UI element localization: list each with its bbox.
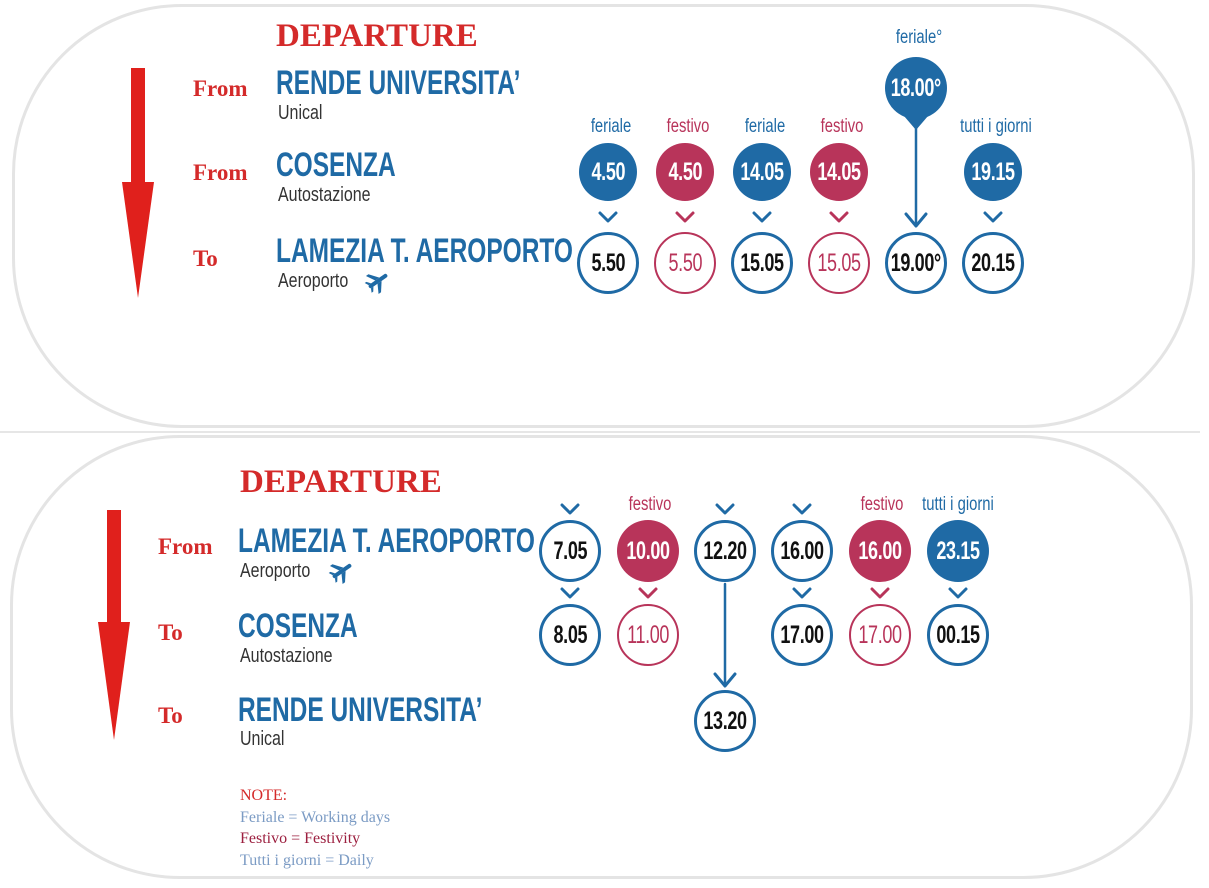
trip-tag-1-3: festivo	[820, 116, 864, 137]
stop-name-2-0: LAMEZIA T. AEROPORTO	[238, 522, 535, 560]
stop-label-1-1: From	[193, 160, 248, 185]
direction-arrow-2	[98, 510, 130, 740]
depart-time-2-2: 12.20	[694, 520, 756, 582]
chevron-down-icon	[985, 213, 1001, 221]
arrive-time-1-5: 20.15	[962, 232, 1024, 294]
depart-time-1-2: 14.05	[733, 143, 791, 201]
direction-arrow-1	[122, 68, 154, 298]
departure-title-2: DEPARTURE	[240, 464, 442, 500]
depart-time-2-4: 16.00	[849, 520, 911, 582]
note-tutti: Tutti i giorni = Daily	[240, 851, 374, 869]
chevron-down-icon	[562, 589, 578, 597]
stop-name-2-2: RENDE UNIVERSITA’	[238, 691, 483, 729]
note-feriale: Feriale = Working days	[240, 808, 391, 826]
arrive-time-2-4: 17.00	[849, 604, 911, 666]
stop-label-2-0: From	[158, 534, 213, 559]
depart-time-1-3: 14.05	[810, 143, 868, 201]
notes-title: NOTE:	[240, 787, 288, 804]
arrive-time-2-1: 11.00	[617, 604, 679, 666]
arrive-time-2-2: 13.20	[694, 690, 756, 752]
stop-sub-1-2: Aeroporto	[278, 270, 349, 292]
depart-time-2-1: 10.00	[617, 520, 679, 582]
trip-tag-1-1: festivo	[666, 116, 710, 137]
depart-time-1-0: 4.50	[579, 143, 637, 201]
chevron-down-icon	[562, 505, 578, 513]
pin-pointer	[904, 116, 928, 130]
trip-tag-1-0: feriale	[590, 116, 632, 137]
airplane-icon	[362, 266, 393, 297]
depart-time-2-3: 16.00	[771, 520, 833, 582]
stop-name-1-1: COSENZA	[276, 146, 396, 184]
depart-time-2-0: 7.05	[539, 520, 601, 582]
note-festivo: Festivo = Festivity	[240, 830, 361, 847]
trip-tag-1-2: feriale	[744, 116, 786, 137]
chevron-down-icon	[831, 213, 847, 221]
arrive-time-2-3: 17.00	[771, 604, 833, 666]
stop-sub-2-1: Autostazione	[240, 645, 333, 667]
stop-sub-2-2: Unical	[240, 728, 285, 750]
arrive-time-2-5: 00.15	[927, 604, 989, 666]
stop-name-1-2: LAMEZIA T. AEROPORTO	[276, 232, 573, 270]
stop-label-2-1: To	[158, 620, 183, 645]
chevron-down-icon	[754, 213, 770, 221]
arrive-time-1-1: 5.50	[654, 232, 716, 294]
arrive-time-2-0: 8.05	[539, 604, 601, 666]
chevron-down-icon	[677, 213, 693, 221]
arrive-time-1-4: 19.00°	[885, 232, 947, 294]
stop-name-2-1: COSENZA	[238, 607, 358, 645]
stop-label-2-2: To	[158, 703, 183, 728]
chevron-down-icon	[872, 589, 888, 597]
chevron-down-icon	[717, 505, 733, 513]
chevron-down-icon	[794, 589, 810, 597]
trip-tag-2-4: festivo	[860, 494, 904, 515]
trip-tag-2-1: festivo	[628, 494, 672, 515]
depart-time-1-5: 19.15	[964, 143, 1022, 201]
depart-time-2-5: 23.15	[927, 520, 989, 582]
arrive-time-1-0: 5.50	[577, 232, 639, 294]
depart-time-1-1: 4.50	[656, 143, 714, 201]
departure-title-1: DEPARTURE	[276, 18, 478, 54]
chevron-down-icon	[950, 589, 966, 597]
chevron-down-icon	[640, 589, 656, 597]
chevron-down-icon	[600, 213, 616, 221]
stop-label-1-2: To	[193, 246, 218, 271]
stop-name-1-0: RENDE UNIVERSITA’	[276, 64, 521, 102]
stop-label-1-0: From	[193, 76, 248, 101]
trip-tag-1-4: feriale°	[895, 27, 943, 48]
trip-tag-2-5: tutti i giorni	[922, 494, 994, 515]
chevron-down-icon	[794, 505, 810, 513]
trip-tag-1-5: tutti i giorni	[960, 116, 1032, 137]
stop-sub-2-0: Aeroporto	[240, 560, 311, 582]
stop-sub-1-1: Autostazione	[278, 184, 371, 206]
stop-sub-1-0: Unical	[278, 102, 323, 124]
arrive-time-1-3: 15.05	[808, 232, 870, 294]
depart-time-1-4: 18.00°	[885, 57, 947, 119]
arrive-time-1-2: 15.05	[731, 232, 793, 294]
airplane-icon	[326, 556, 357, 587]
